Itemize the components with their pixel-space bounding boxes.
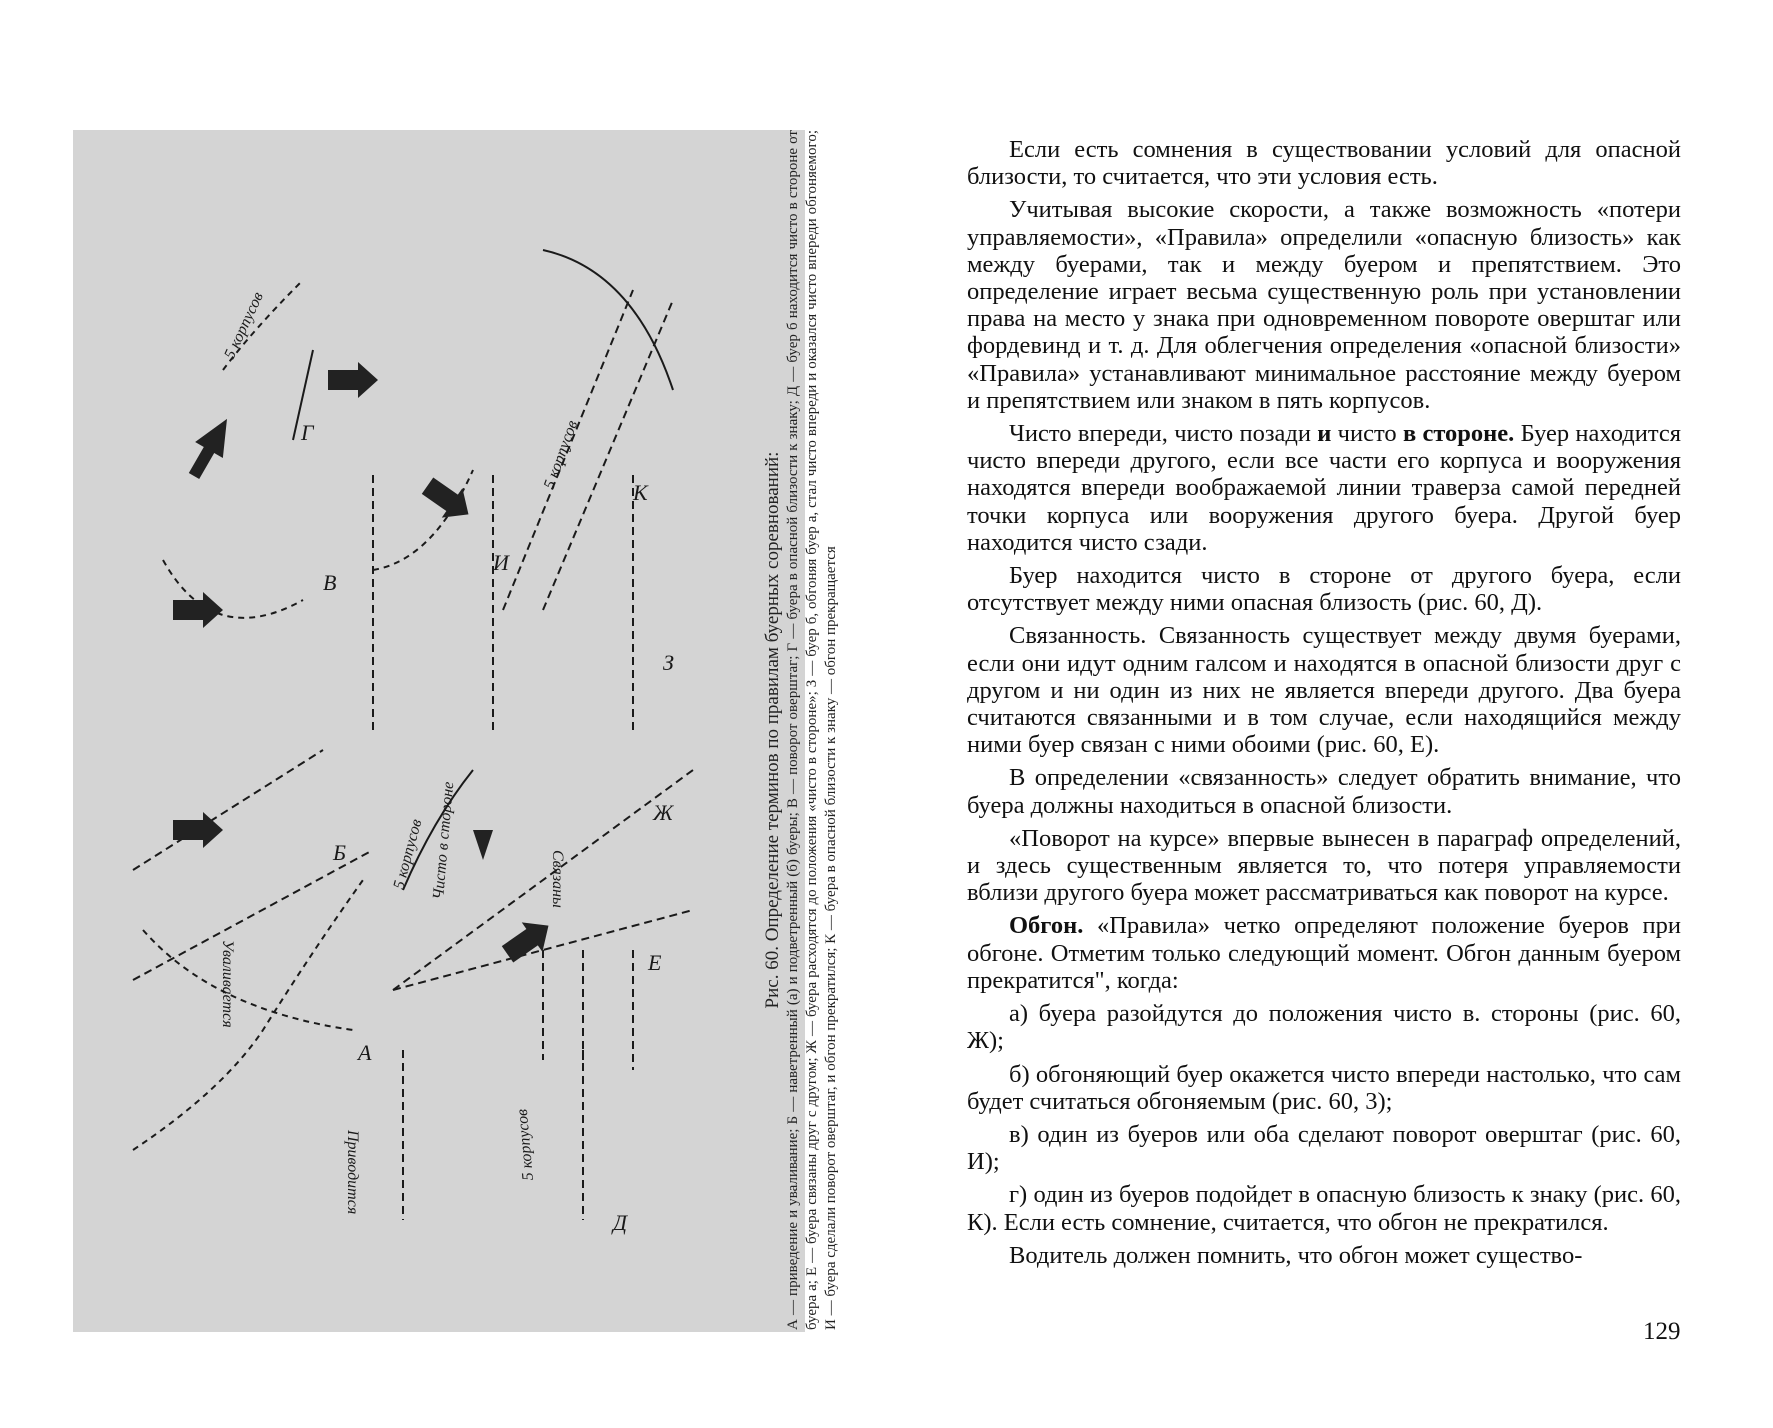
b-line-1: [133, 750, 323, 870]
wind-arrow-icon: [473, 830, 493, 860]
paragraph-5: Связанность. Связанность существует между двумя буерами, если они идут одним галсом и находятся в опасной близости друг с другом и ни один из них не является впереди другого. Два буера считаются связанными и в том случае, если находящийся между ними буер связан с ними обоими (рис. 60, Е).: [967, 622, 1681, 759]
figure-diagram: [73, 130, 805, 1332]
page-number: 129: [1643, 1318, 1681, 1345]
label-uvalivaetsya: Уваливается: [219, 940, 236, 1028]
label-D: Д: [613, 1210, 627, 1235]
paragraph-6: В определении «связанность» следует обратить внимание, что буера должны находиться в опасной близости.: [967, 764, 1681, 819]
label-five-hulls-g: 5 корпусов: [221, 289, 267, 362]
p3-start: Чисто впереди, чисто позади: [1009, 420, 1318, 448]
paragraph-8: [967, 912, 1681, 994]
paragraph-2: Учитывая высокие скорости, а также возможность «потери управляемости», «Правила» определили «опасную близость» как между буерами, так и между буером и препятствием. Это определение играет весьма существенную роль при установлении права на место у знака при одновременном повороте оверштаг или фордевинд и т. д. Для облегчения определения «опасной близости» «Правила» устанавливают минимальное расстояние между буером и препятствием или знаком в пять корпусов.: [967, 196, 1681, 414]
p8-rest: «Правила» четко определяют положение буеров при обгоне. Отметим только следующий момент. Обгон данным буером прекратится", когда:: [967, 912, 1681, 994]
paragraph-9: а) буера разойдутся до положения чисто в. стороны (рис. 60, Ж);: [967, 1000, 1681, 1055]
label-Zh: Ж: [653, 800, 674, 825]
figure-title: Рис. 60. Определение терминов по правилам буерных соревнований:: [762, 451, 783, 1009]
label-G: Г: [301, 420, 314, 445]
paragraph-1: Если есть сомнения в существовании условий для опасной близости, то считается, что эти условия есть.: [967, 136, 1681, 191]
label-five-hulls-k: 5 корпусов: [540, 418, 582, 492]
paragraph-11: в) один из буеров или оба сделают поворот оверштаг (рис. 60, И);: [967, 1120, 1681, 1176]
label-clear-side: Чисто в стороне: [430, 780, 458, 901]
p8-bold: Обгон.: [1009, 912, 1084, 940]
paragraph-4: Буер находится чисто в стороне от другого буера, если отсутствует между ними опасная близость (рис. 60, Д).: [967, 562, 1681, 617]
p3-and: и: [1317, 420, 1332, 448]
label-Z: З: [663, 650, 674, 675]
wind-arrow-icon: [173, 592, 223, 628]
curve-uval-path: [143, 930, 353, 1030]
figure-caption-text: А — приведение и уваливание; Б — наветренный (а) и подветренный (б) буеры; В — поворот оверштаг; Г — буера в опасной близости к знаку; Д — буер б находится чисто в стороне от буера а; Е — буера связаны друг с другом; Ж — буера расходятся до положения «чисто в стороне»; З — буер б, обгоняя буер а, стал чисто впереди и оказался чисто впереди обгоняемого; И — буера сделали поворот оверштаг, и обгон прекратился; К — буера в опасной близости к знаку — обгон прекращается: [785, 130, 839, 1330]
figure-60: [73, 130, 839, 1332]
b-line-2: [133, 850, 373, 980]
label-svyazany: Связаны: [549, 850, 566, 908]
wind-arrow-icon: [180, 411, 241, 484]
curve-a-path: [133, 880, 363, 1150]
p3-rest: Буер находится чисто впереди другого, если все части его корпуса и вооружения находятся впереди воображаемой линии траверза самой передней точки корпуса или вооружения другого буера. Другой буер находится чисто сзади.: [967, 420, 1682, 556]
label-A: А: [358, 1040, 372, 1065]
paragraph-10: б) обгоняющий буер окажется чисто впереди настолько, что сам будет считаться обгоняемым (рис. 60, 3);: [967, 1060, 1681, 1115]
main-text: [967, 136, 1681, 1275]
paragraph-3: [967, 420, 1681, 556]
label-five-hulls-d: 5 корпусов: [513, 1108, 537, 1182]
label-K: К: [633, 480, 648, 505]
paragraph-12: г) один из буеров подойдет в опасную близость к знаку (рис. 60, К). Если есть сомнение, считается, что обгон не прекратился.: [967, 1181, 1681, 1236]
figure-caption: [763, 130, 841, 1330]
label-E: Е: [648, 950, 662, 975]
i-turn: [373, 470, 473, 570]
label-five-hulls-zh: 5 корпусов: [390, 817, 426, 892]
paragraph-7: «Поворот на курсе» впервые вынесен в параграф определений, и здесь существенным является то, что потеря управляемости вблизи другого буера может рассматриваться как поворот на курсе.: [967, 824, 1681, 907]
wind-arrow-icon: [328, 362, 378, 398]
paragraph-13: Водитель должен помнить, что обгон может существо-: [1009, 1241, 1583, 1269]
label-privoditsya: Приводится: [344, 1130, 361, 1215]
p3-bold: в стороне.: [1402, 420, 1515, 448]
label-V: В: [323, 570, 337, 595]
p3-mid: чисто: [1331, 420, 1403, 448]
label-I: И: [493, 550, 509, 575]
label-B: Б: [333, 840, 346, 865]
k-arc: [543, 250, 673, 390]
